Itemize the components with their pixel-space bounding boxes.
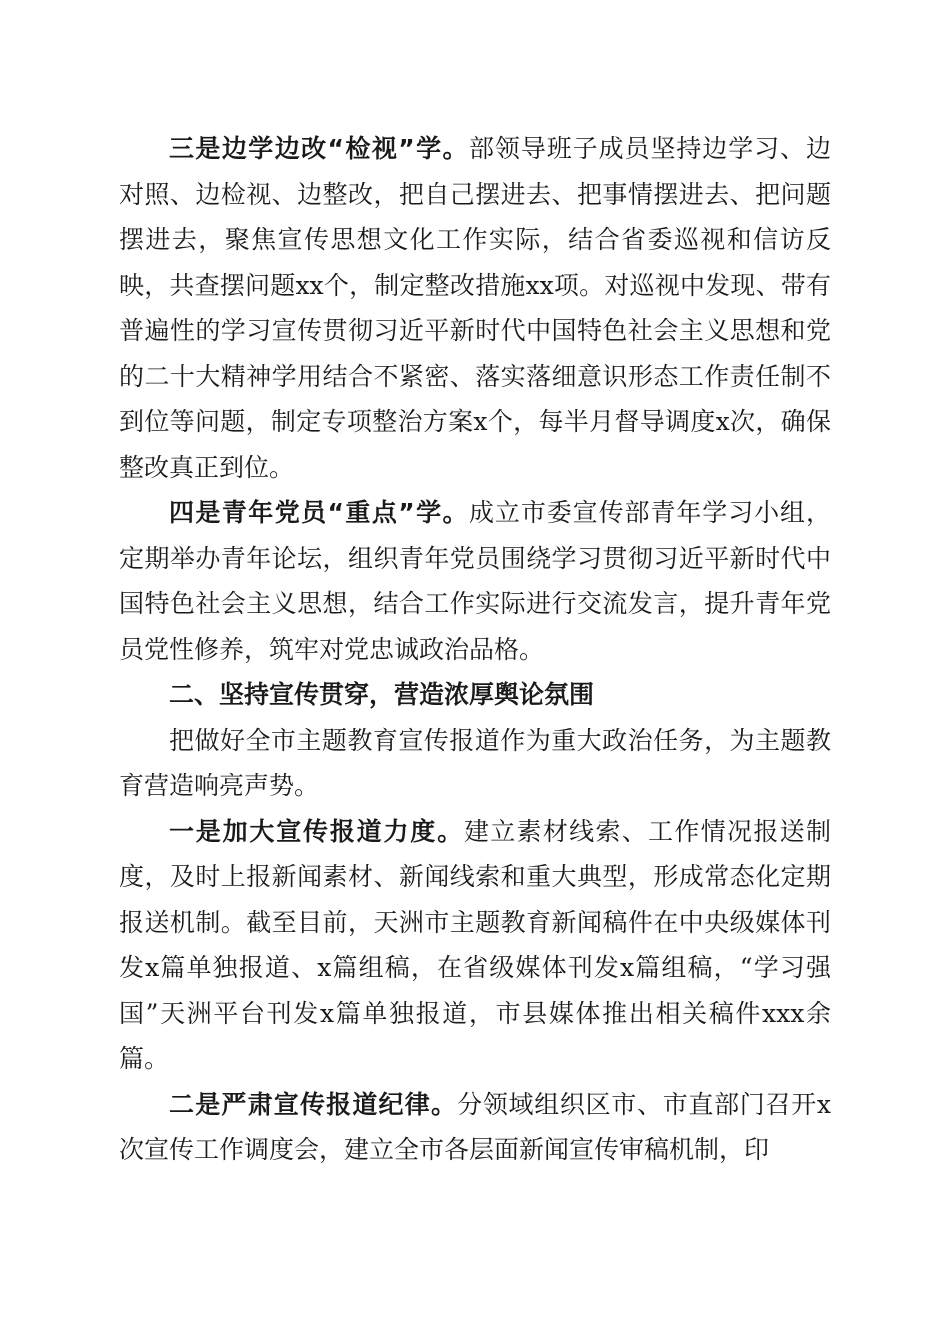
paragraph-lead: 一是加大宣传报道力度。 <box>169 816 464 846</box>
paragraph-youth-members <box>119 490 831 672</box>
paragraph-lead: 四是青年党员“重点”学。 <box>169 498 469 527</box>
paragraph-text: 分领域组织区市、市直部门召开x次宣传工作调度会，建立全市各层面新闻宣传审稿机制，印 <box>119 1089 831 1164</box>
paragraph-text: 成立市委宣传部青年学习小组，定期举办青年论坛，组织青年党员围绕学习贯彻习近平新时代中国特色社会主义思想，结合工作实际进行交流发言，提升青年党员党性修养，筑牢对党忠诚政治品格。 <box>119 498 831 664</box>
paragraph-self-examination <box>119 126 831 490</box>
document-body <box>119 126 831 1173</box>
section-heading: 二、坚持宣传贯穿，营造浓厚舆论氛围 <box>169 680 595 709</box>
paragraph-reporting-strength <box>119 809 831 1082</box>
paragraph-section-intro <box>119 718 831 809</box>
paragraph-lead: 三是边学边改“检视”学。 <box>169 134 469 163</box>
paragraph-reporting-discipline <box>119 1082 831 1173</box>
paragraph-text: 把做好全市主题教育宣传报道作为重大政治任务，为主题教育营造响亮声势。 <box>119 725 831 800</box>
paragraph-text: 建立素材线索、工作情况报送制度，及时上报新闻素材、新闻线索和重大典型，形成常态化定期报送机制。截至目前，天洲市主题教育新闻稿件在中央级媒体刊发x篇单独报道、x篇组稿，在省级媒体刊发x篇组稿，“学习强国”天洲平台刊发x篇单独报道，市县媒体推出相关稿件xxx余篇。 <box>119 816 831 1073</box>
paragraph-lead: 二是严肃宣传报道纪律。 <box>169 1089 458 1119</box>
paragraph-text: 部领导班子成员坚持边学习、边对照、边检视、边整改，把自己摆进去、把事情摆进去、把问题摆进去，聚焦宣传思想文化工作实际，结合省委巡视和信访反映，共查摆问题xx个，制定整改措施xx项。对巡视中发现、带有普遍性的学习宣传贯彻习近平新时代中国特色社会主义思想和党的二十大精神学用结合不紧密、落实落细意识形态工作责任制不到位等问题，制定专项整治方案x个，每半月督导调度x次，确保整改真正到位。 <box>119 134 831 482</box>
